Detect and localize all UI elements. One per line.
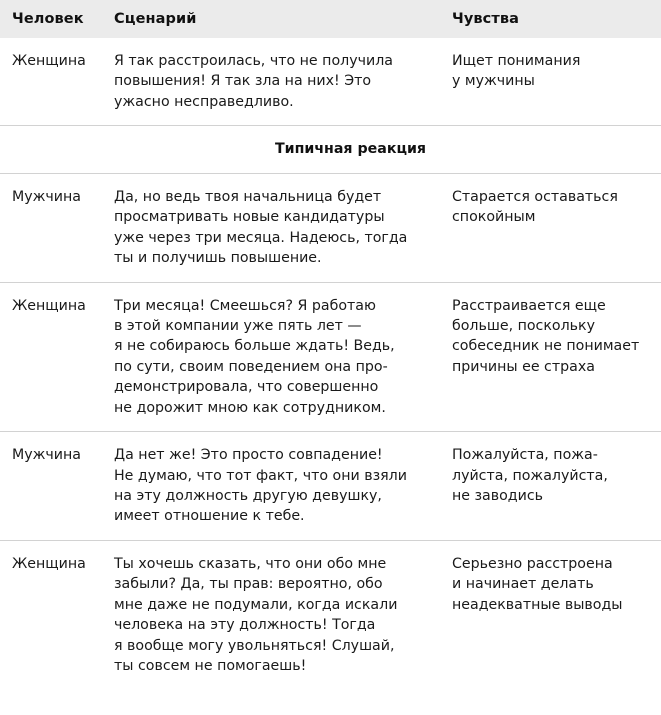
table-row — [0, 541, 661, 690]
cell-scenario — [110, 174, 448, 282]
text-line: Да нет же! Это просто совпадение! — [114, 447, 383, 464]
column-header-feelings: Чувства — [452, 11, 520, 27]
text-line: причины ее страха — [452, 358, 595, 375]
text-line: имеет отношение к тебе. — [114, 508, 305, 525]
text-line: ужасно несправедливо. — [114, 93, 294, 110]
text-line: Серьезно расстроена — [452, 555, 613, 572]
table-row — [0, 38, 661, 125]
text-line: неадекватные выводы — [452, 596, 623, 613]
cell-scenario — [110, 541, 448, 690]
cell-scenario — [110, 432, 448, 540]
cell-feelings — [448, 541, 661, 690]
text-line: луйста, пожалуйста, — [452, 467, 608, 484]
text-line: Три месяца! Смеешься? Я работаю — [114, 297, 376, 314]
text-line: собеседник не понимает — [452, 338, 640, 355]
text-line: мне даже не подумали, когда искали — [114, 596, 398, 613]
text-line: просматривать новые кандидатуры — [114, 209, 385, 226]
cell-feelings — [448, 174, 661, 282]
section-caption-row — [0, 126, 661, 172]
text-line: Ты хочешь сказать, что они обо мне — [114, 555, 387, 572]
cell-person: Женщина — [12, 555, 86, 572]
cell-feelings — [448, 38, 661, 125]
cell-person: Женщина — [12, 297, 86, 314]
table-row — [0, 432, 661, 540]
text-line: и начинает делать — [452, 576, 594, 593]
text-line: демонстрировала, что совершенно — [114, 379, 379, 396]
text-line: на эту должность другую девушку, — [114, 488, 382, 504]
text-line: по сути, своим поведением она про- — [114, 358, 388, 375]
cell-feelings — [448, 283, 661, 432]
text-line: Пожалуйста, пожа- — [452, 447, 598, 464]
text-line: в этой компании уже пять лет — — [114, 317, 362, 334]
column-header-person: Человек — [12, 11, 84, 27]
cell-scenario — [110, 38, 448, 125]
cell-scenario — [110, 283, 448, 432]
text-line: я вообще могу увольняться! Слушай, — [114, 637, 395, 654]
section-caption: Типичная реакция — [274, 141, 427, 158]
cell-person: Мужчина — [12, 188, 81, 205]
table-body — [0, 38, 661, 690]
text-line: человека на эту должность! Тогда — [114, 617, 376, 634]
text-line: не дорожит мною как сотрудником. — [114, 399, 386, 416]
text-line: уже через три месяца. Надеюсь, тогда — [114, 229, 408, 246]
text-line: не заводись — [452, 488, 543, 504]
text-line: забыли? Да, ты прав: вероятно, обо — [114, 576, 383, 593]
section-caption-cell — [0, 126, 661, 172]
text-line: ты и получишь повышение. — [114, 250, 322, 267]
column-header-scenario: Сценарий — [114, 11, 197, 27]
text-line: спокойным — [452, 209, 536, 226]
text-line: Ищет понимания — [452, 53, 581, 69]
text-line: Расстраивается еще — [452, 297, 606, 314]
text-line: Да, но ведь твоя начальница будет — [114, 188, 382, 205]
text-line: повышения! Я так зла на них! Это — [114, 73, 372, 90]
table-row — [0, 283, 661, 432]
cell-person: Мужчина — [12, 447, 81, 464]
table-header — [0, 0, 661, 38]
cell-person: Женщина — [12, 53, 86, 69]
table-row — [0, 174, 661, 282]
text-line: Я так расстроилась, что не получила — [114, 53, 393, 69]
text-line: больше, поскольку — [452, 317, 595, 334]
text-line: у мужчины — [452, 73, 535, 90]
text-line: я не собираюсь больше ждать! Ведь, — [114, 338, 395, 355]
cell-feelings — [448, 432, 661, 540]
text-line: Не думаю, что тот факт, что они взяли — [114, 467, 407, 484]
text-line: Старается оставаться — [452, 188, 618, 205]
table-header-row — [0, 0, 661, 38]
text-line: ты совсем не помогаешь! — [114, 658, 307, 675]
